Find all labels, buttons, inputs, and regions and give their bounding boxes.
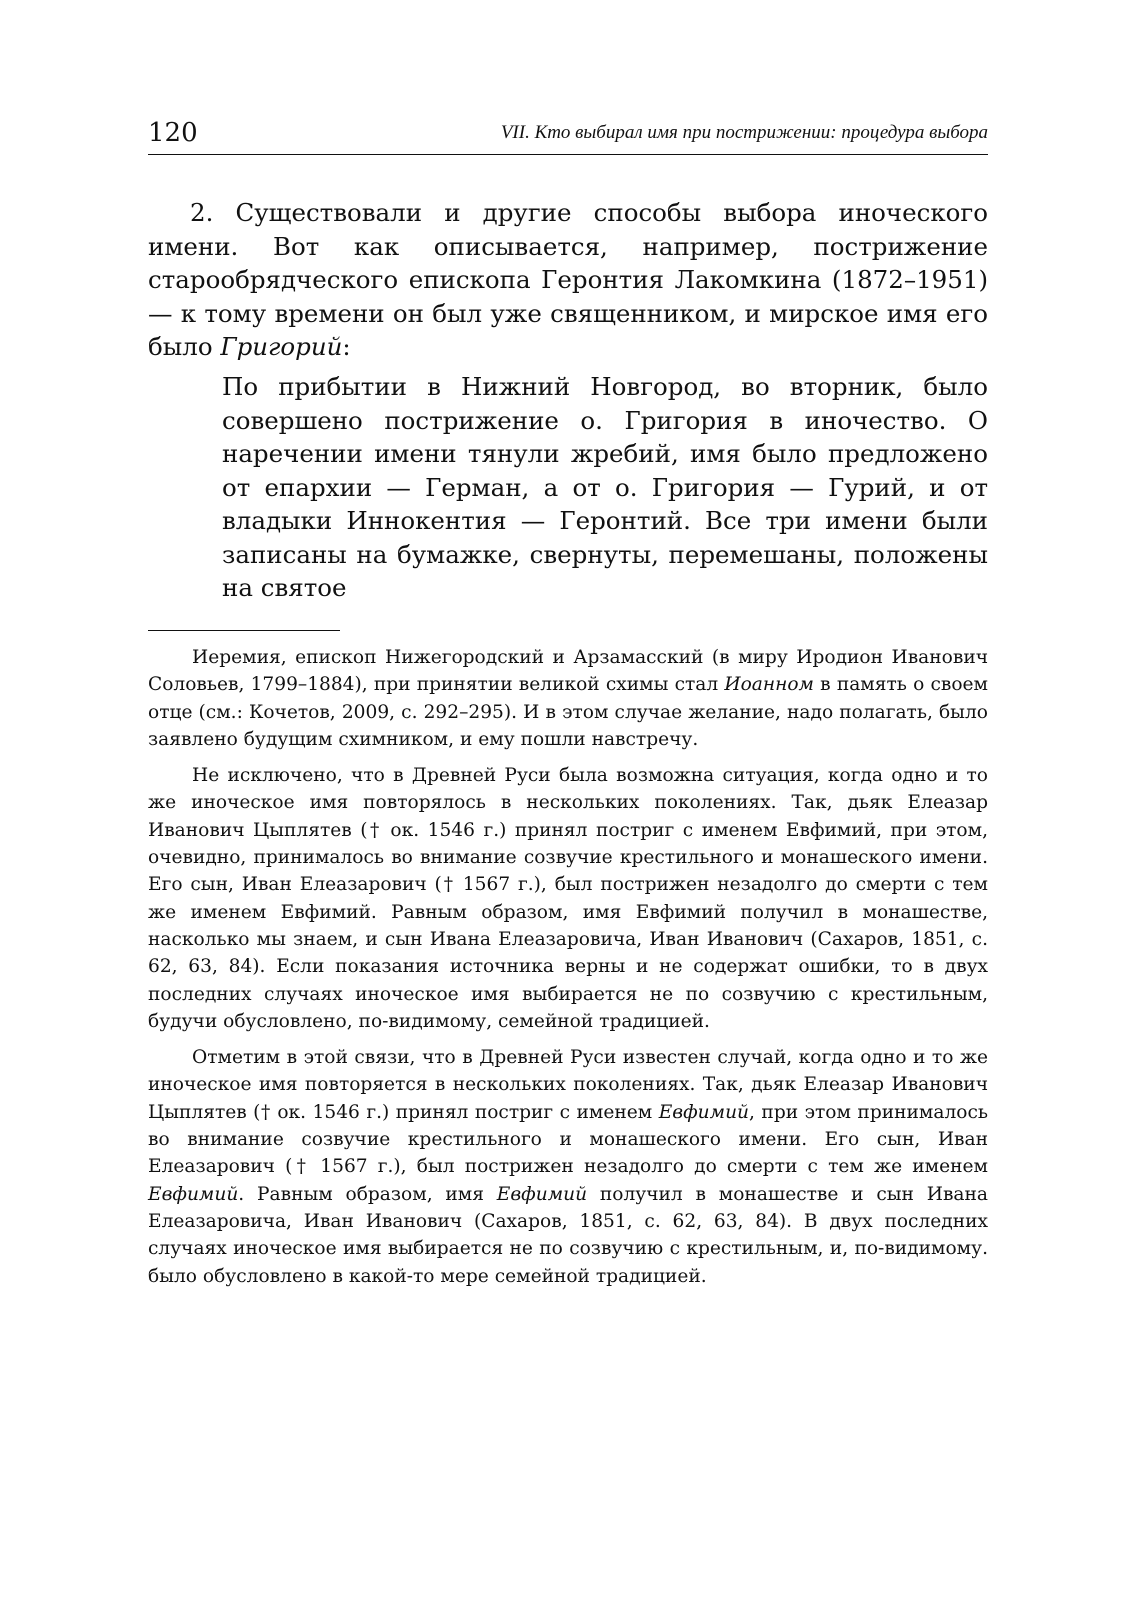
footnote-1-text-end: в память о своем отце (см.: Кочетов, 2009, с. 292–295). И в этом случае желание, надо полагать, было заявлено будущим схимником, и ему пошли навстречу.: [148, 674, 988, 750]
running-header: [148, 114, 988, 155]
footnote-2: Не исключено, что в Древней Руси была возможна ситуация, когда одно и то же иноческое имя повторялось в нескольких поколениях. Так, дьяк Елеазар Иванович Цыплятев († ок. 1546 г.) принял постриг с именем Евфимий, при этом, очевидно, принималось во внимание созвучие крестильного и монашеского имени. Его сын, Иван Елеазарович († 1567 г.), был пострижен незадолго до смерти с тем же именем Евфимий. Равным образом, имя Евфимий получил в монашестве, насколько мы знаем, и сын Ивана Елеазаровича, Иван Иванович (Сахаров, 1851, с. 62, 63, 84). Если показания источника верны и не содержат ошибки, то в двух последних случаях иноческое имя выбирается не по созвучию с крестильным, будучи обусловлено, по-видимому, семейной традицией.: [148, 765, 988, 1032]
page-number: 120: [148, 118, 198, 148]
footnote-3-text-1: Отметим в этой связи, что в Древней Руси известен случай, когда одно и то же иноческое имя повторяется в нескольких поколениях. Так, дьяк Елеазар Иванович Цыплятев († ок. 1546 г.) принял постриг с именем: [148, 1047, 988, 1123]
footnote-3-text-2: , при этом принималось во внимание созвучие крестильного и монашеского имени. Его сын, Иван Елеазарович († 1567 г.), был пострижен незадолго до смерти с тем же именем: [148, 1101, 988, 1178]
footnote-3-italic-1: Евфимий: [658, 1101, 750, 1123]
footnote-3-text-3: . Равным образом, имя: [238, 1183, 497, 1205]
body-paragraph: [148, 196, 988, 364]
footnote-separator: [148, 630, 340, 631]
footnotes: [148, 644, 988, 1299]
block-quote: По прибытии в Нижний Новгород, во вторник, было совершено пострижение о. Григория в иночество. О наречении имени тянули жребий, имя было предложено от епархии — Герман, а от о. Григория — Гурий, и от владыки Иннокентия — Геронтий. Все три имени были записаны на бумажке, свернуты, перемешаны, положены на святое: [222, 372, 988, 602]
body-text-end: :: [342, 332, 351, 361]
footnote-1-italic: Иоанном: [724, 674, 814, 696]
running-title: VII. Кто выбирал имя при пострижении: процедура выбора: [500, 122, 988, 143]
footnote-1: [148, 644, 988, 753]
body-italic-name: Григорий: [220, 332, 343, 361]
footnote-3-italic-2: Евфимий: [148, 1183, 239, 1205]
footnote-3-italic-3: Евфимий: [496, 1183, 588, 1205]
footnote-1-text: Иеремия, епископ Нижегородский и Арзамасский (в миру Иродион Иванович Соловьев, 1799–1884), при принятии великой схимы стал: [148, 647, 988, 696]
footnote-3-text-4: получил в монашестве и сын Ивана Елеазаровича, Иван Иванович (Сахаров, 1851, с. 62, 63, 84). В двух последних случаях иноческое имя выбирается не по созвучию с крестильным, и, по-видимому. было обусловлено в какой-то мере семейной традицией.: [148, 1183, 988, 1287]
footnote-3: [148, 1044, 988, 1290]
body-text: 2. Существовали и другие способы выбора иноческого имени. Вот как описывается, например, пострижение старообрядческого епископа Геронтия Лакомкина (1872–1951) — к тому времени он был уже священником, и мирское имя его было: [148, 198, 988, 361]
